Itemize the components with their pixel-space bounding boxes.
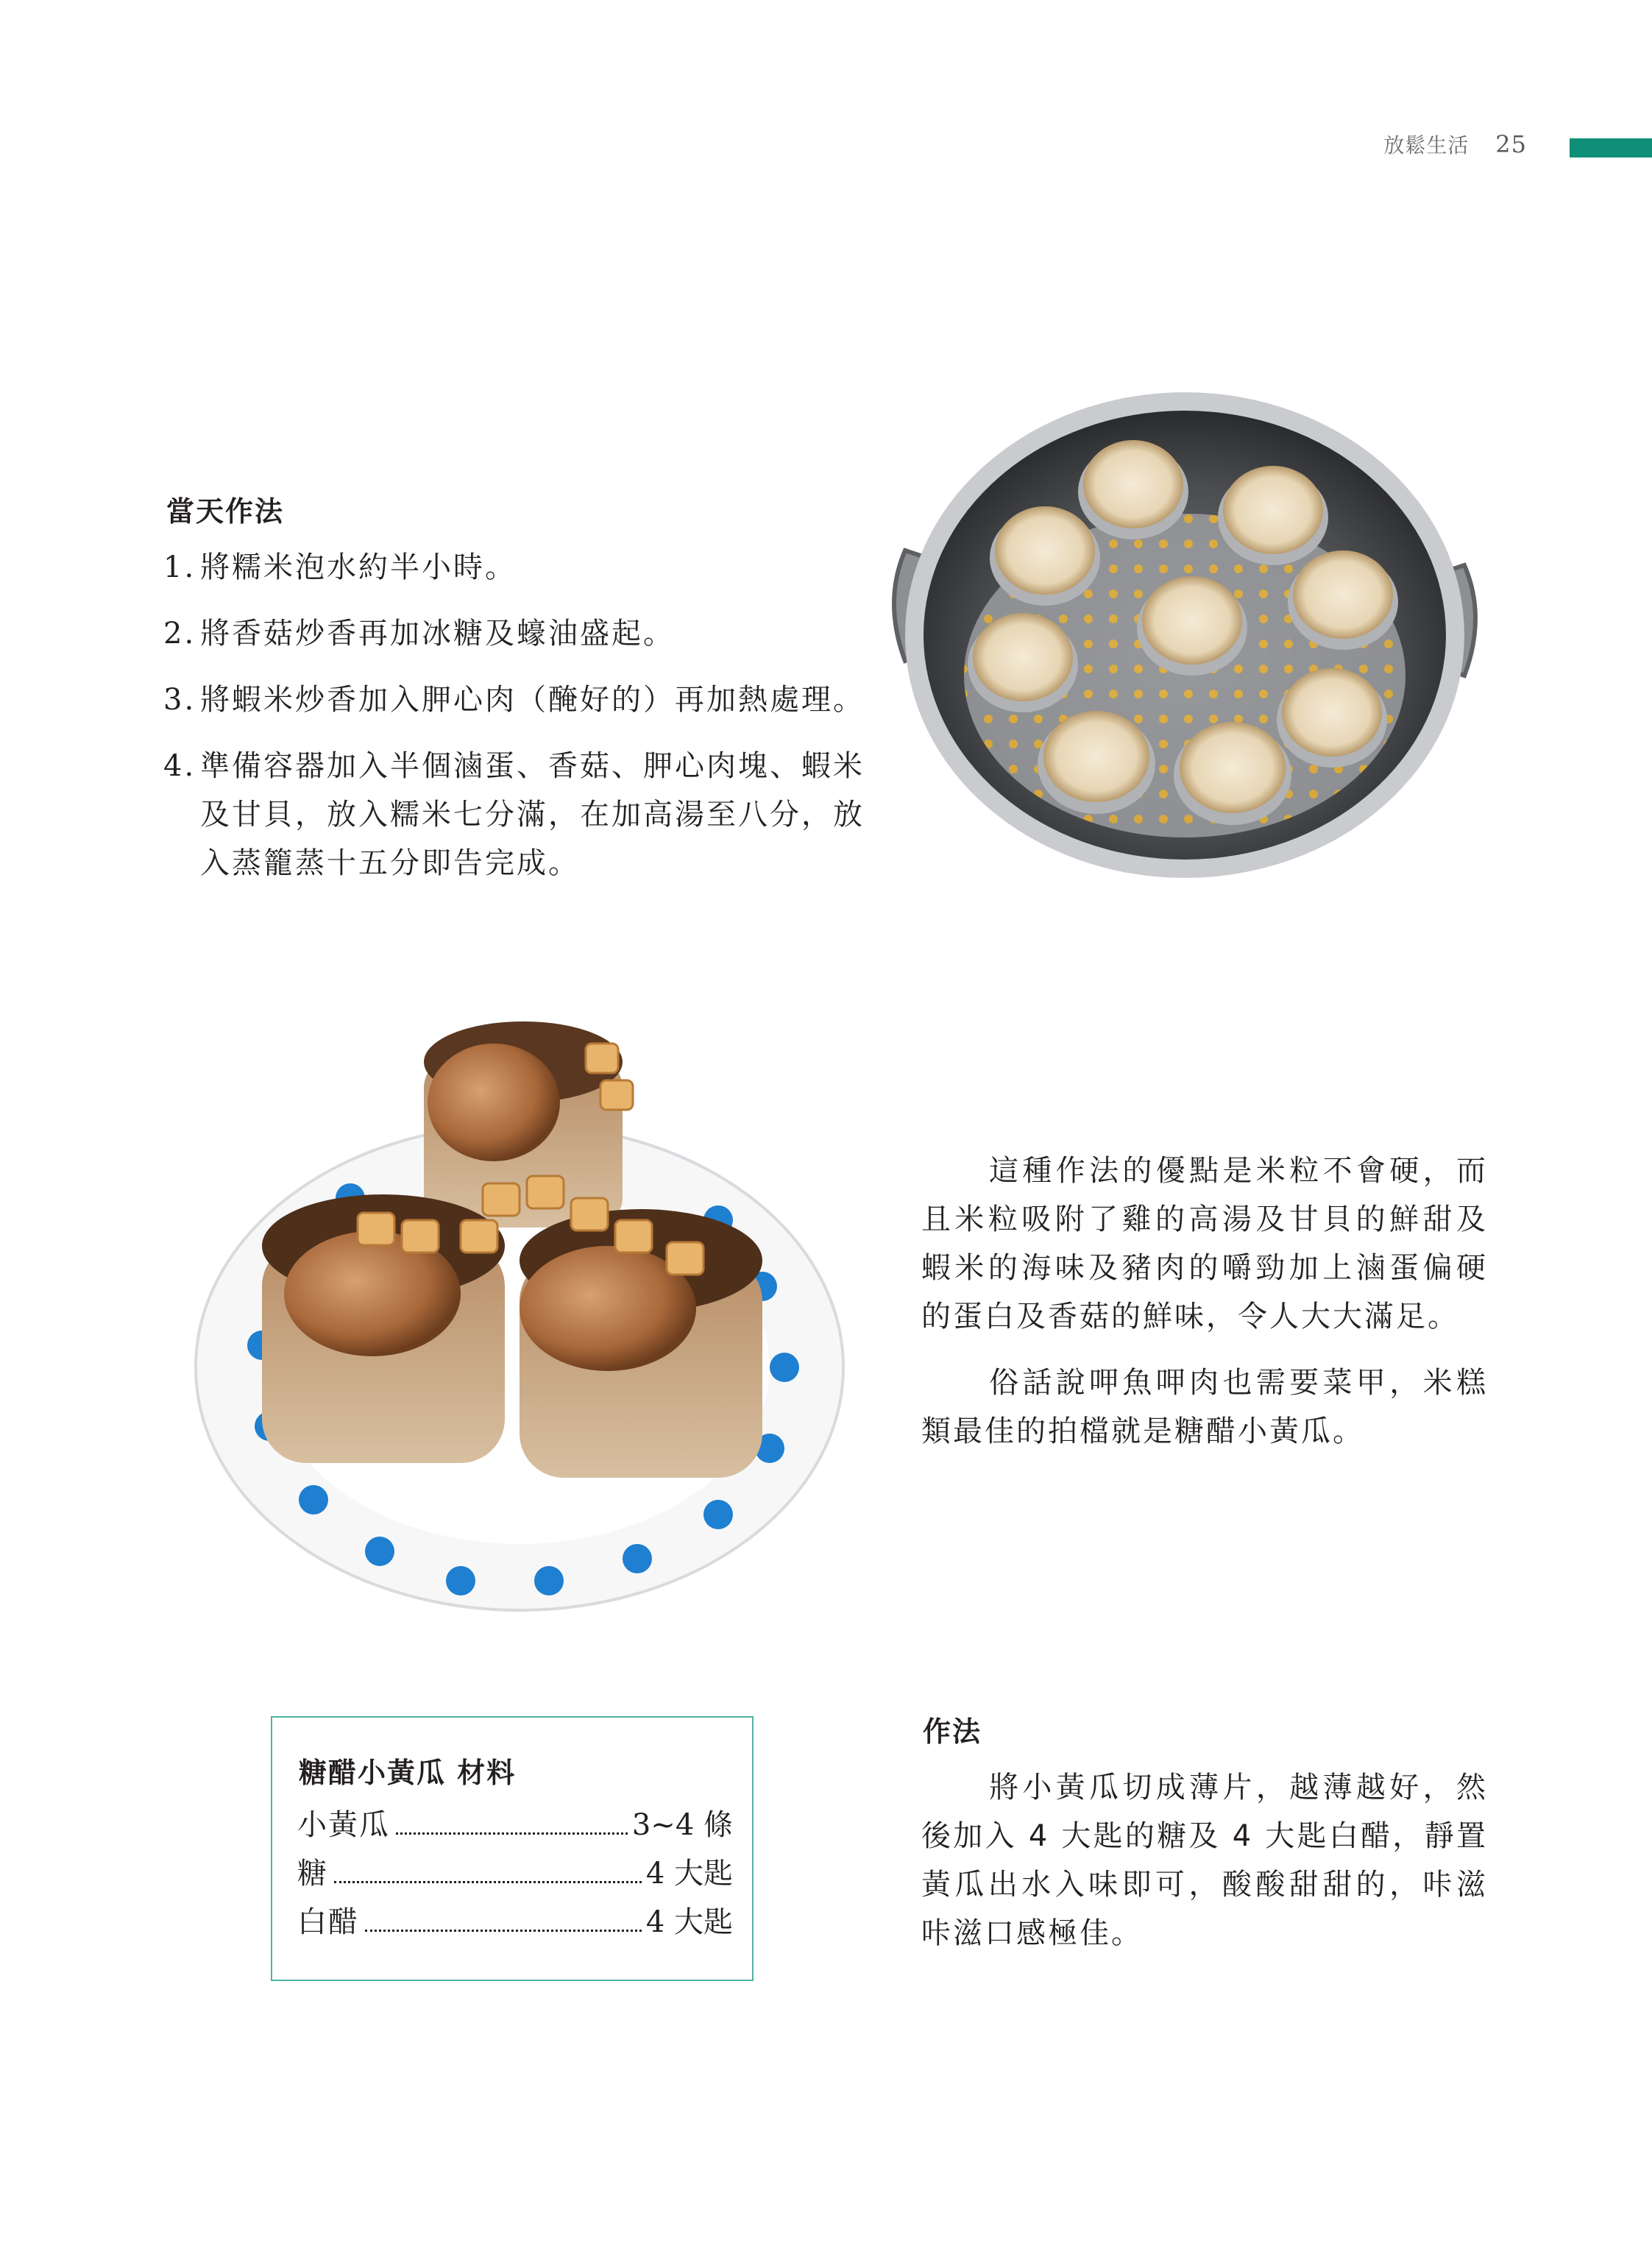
header-accent-bar xyxy=(1570,138,1652,157)
step-number: 1. xyxy=(163,550,196,584)
page-number: 25 xyxy=(1495,130,1527,158)
step-number: 4. xyxy=(163,749,196,783)
method-paragraph: 將小黃瓜切成薄片，越薄越好，然後加入 4 大匙的糖及 4 大匙白醋，靜置黃瓜出水入味即可，酸酸甜甜的，咔滋咔滋口感極佳。 xyxy=(921,1771,1488,1950)
ingredient-name: 白醋 xyxy=(297,1905,359,1939)
running-header xyxy=(1383,130,1527,159)
step-number: 3. xyxy=(163,683,196,717)
step-number: 2. xyxy=(163,617,196,651)
step-item xyxy=(163,609,870,658)
step-text: 將糯米泡水約半小時。 xyxy=(200,550,517,584)
step-item xyxy=(163,742,870,888)
ingredient-amount: 3~4 條 xyxy=(631,1808,733,1842)
step-item xyxy=(163,543,870,592)
method-heading: 作法 xyxy=(923,1715,982,1748)
rice-cake-plate-photo xyxy=(188,999,851,1618)
ingredient-amount: 4 大匙 xyxy=(645,1857,733,1891)
step-text: 將蝦米炒香加入胛心肉（醃好的）再加熱處理。 xyxy=(200,683,865,717)
leader-dots xyxy=(396,1832,628,1835)
ingredient-row xyxy=(297,1899,733,1941)
ingredient-name: 糖 xyxy=(297,1857,328,1891)
step-text: 將香菇炒香再加冰糖及蠔油盛起。 xyxy=(200,617,675,651)
step-item xyxy=(163,676,870,724)
steps-list xyxy=(163,543,870,905)
ingredient-amount: 4 大匙 xyxy=(645,1905,733,1939)
leader-dots xyxy=(334,1881,642,1883)
ingredient-name: 小黃瓜 xyxy=(297,1808,390,1842)
steps-heading: 當天作法 xyxy=(166,495,285,528)
description-paragraph: 俗話說呷魚呷肉也需要菜甲，米糕類最佳的拍檔就是糖醋小黃瓜。 xyxy=(921,1366,1488,1448)
step-text: 準備容器加入半個滷蛋、香菇、胛心肉塊、蝦米及甘貝，放入糯米七分滿，在加高湯至八分，放入蒸籠蒸十五分即告完成。 xyxy=(200,749,865,880)
steamer-pot-photo xyxy=(876,381,1494,882)
ingredient-box xyxy=(271,1716,754,1981)
leader-dots xyxy=(365,1930,642,1932)
description-block xyxy=(921,1147,1488,1473)
ingredient-row xyxy=(297,1850,733,1892)
method-block xyxy=(921,1763,1488,1975)
section-name: 放鬆生活 xyxy=(1383,133,1470,157)
description-paragraph: 這種作法的優點是米粒不會硬，而且米粒吸附了雞的高湯及甘貝的鮮甜及蝦米的海味及豬肉的嚼勁加上滷蛋偏硬的蛋白及香菇的鮮味，令人大大滿足。 xyxy=(921,1154,1488,1333)
ingredient-title: 糖醋小黃瓜 材料 xyxy=(299,1757,517,1789)
ingredient-row xyxy=(297,1802,733,1843)
